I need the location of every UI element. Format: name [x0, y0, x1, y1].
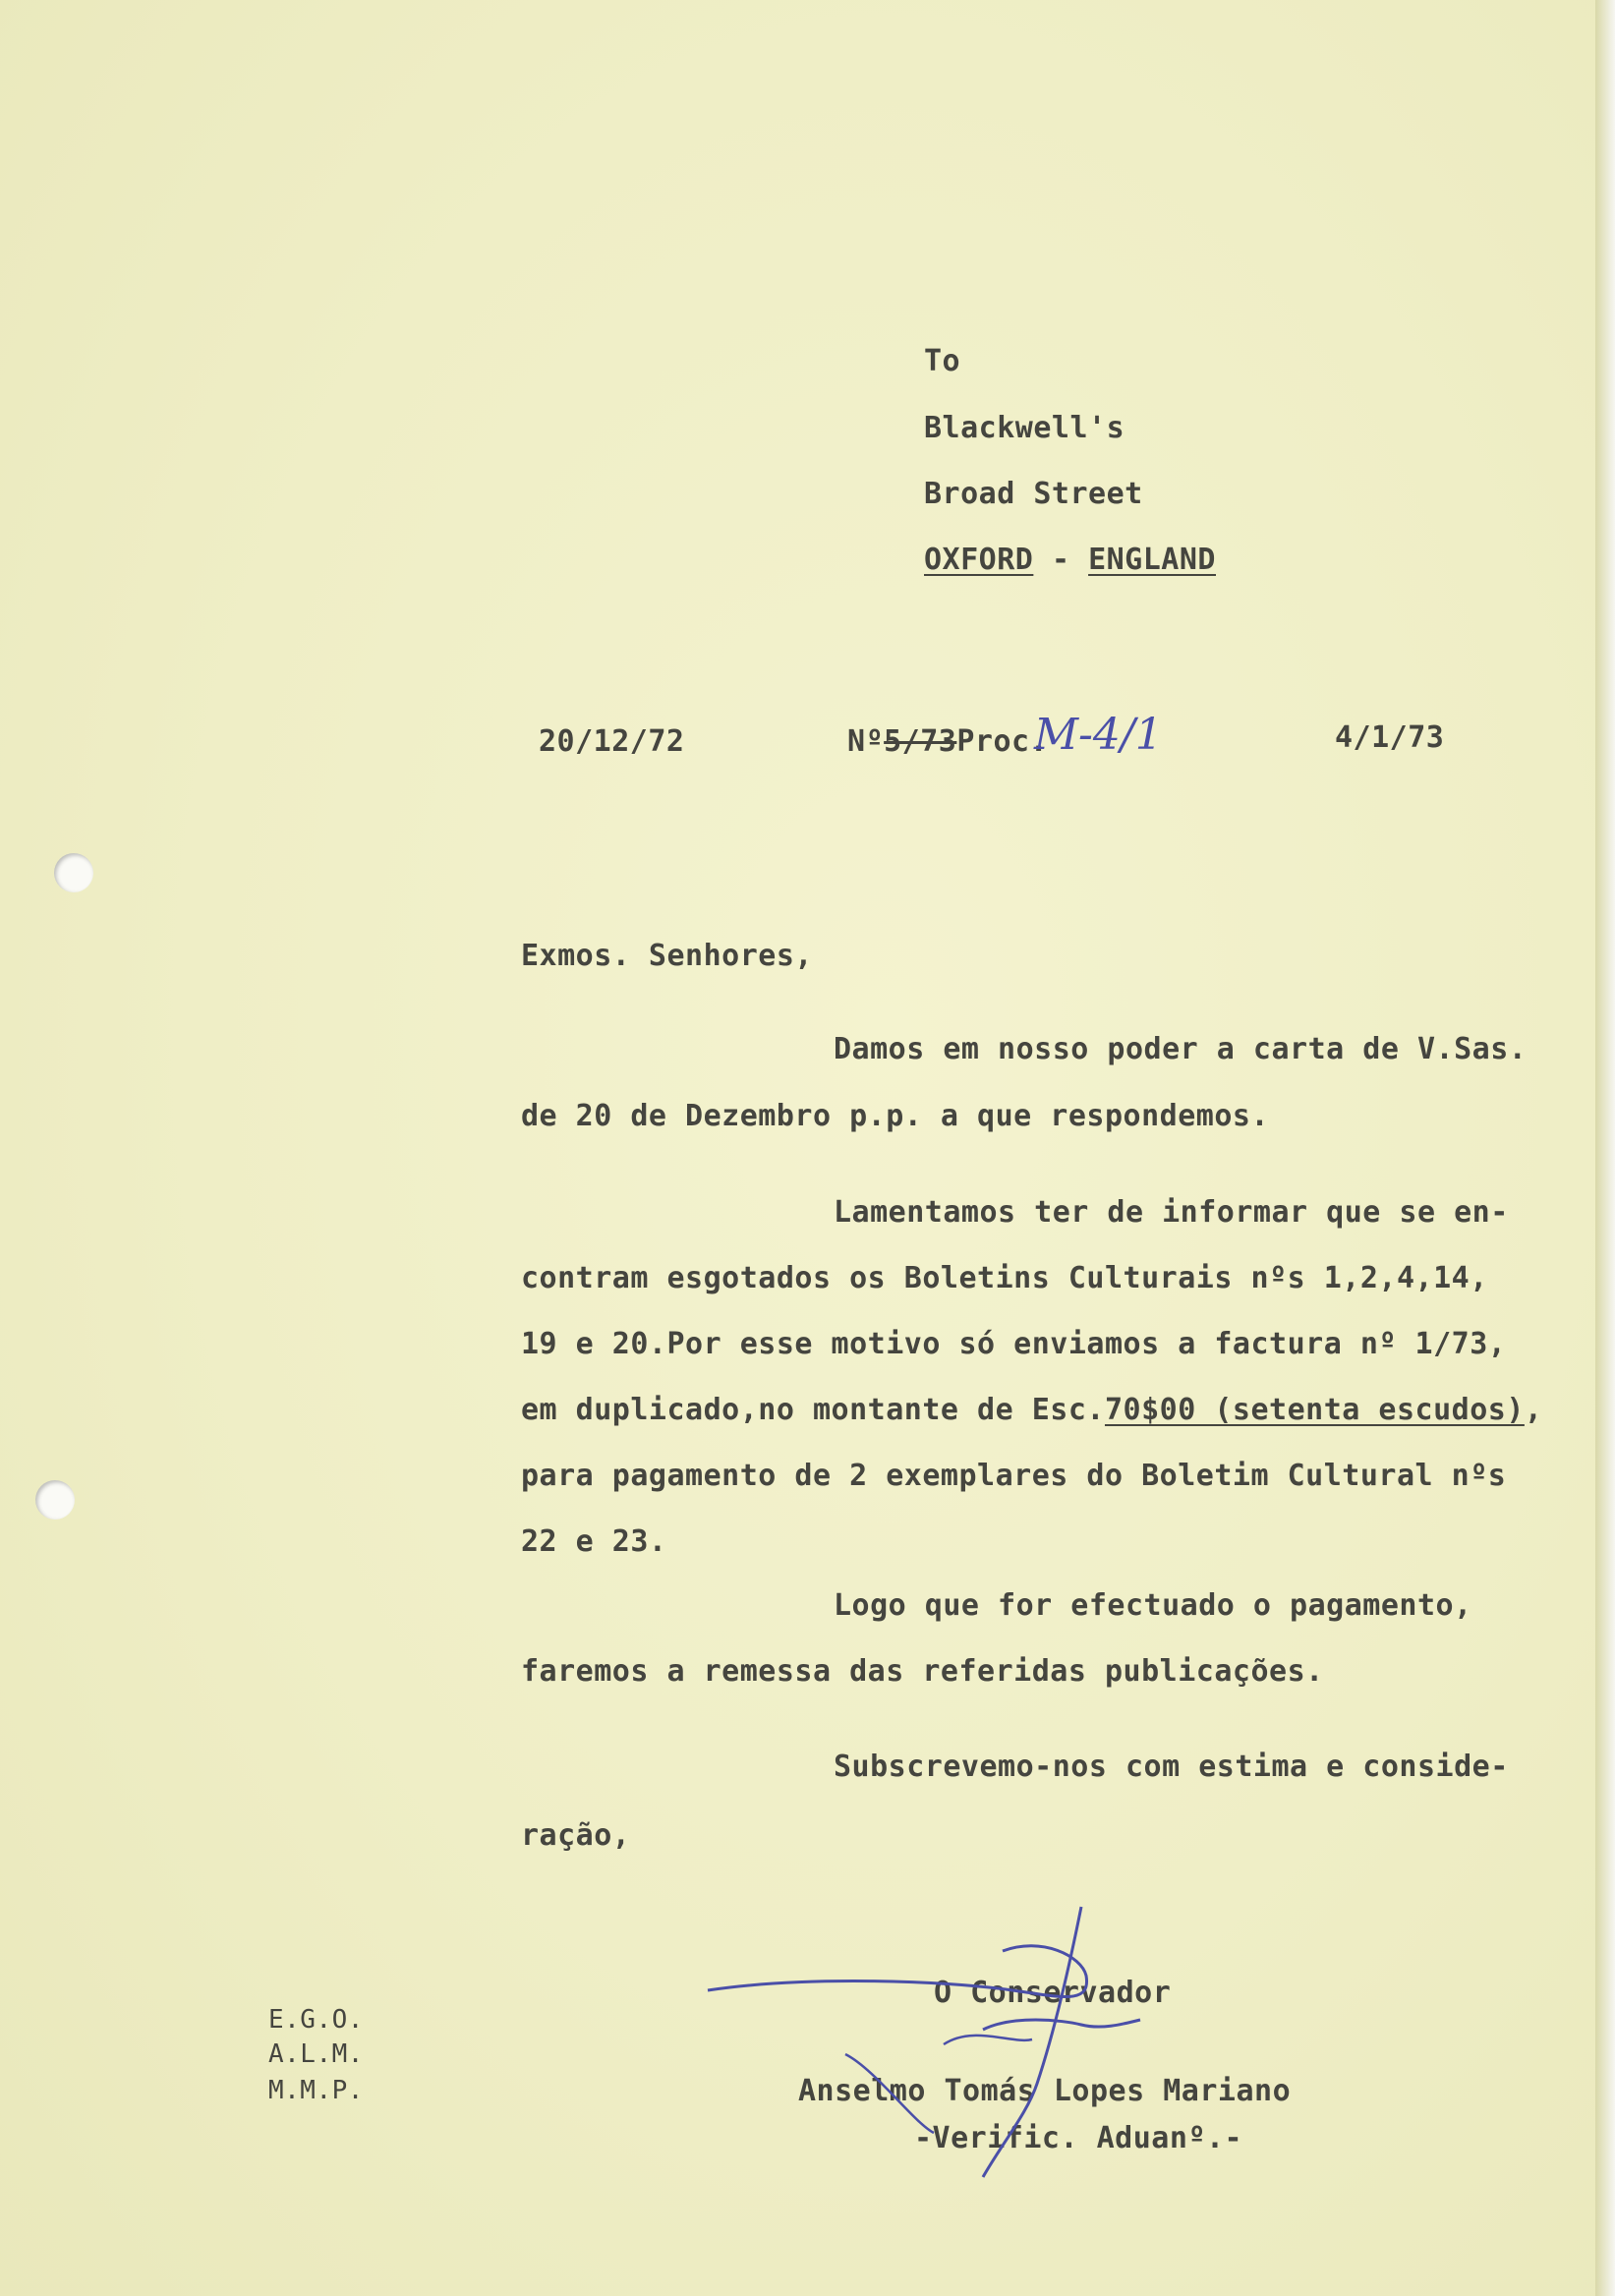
paragraph-2-line-6: 22 e 23. [521, 1524, 667, 1559]
paragraph-3-line-1: Logo que for efectuado o pagamento, [834, 1588, 1472, 1623]
initials-line-2: A.L.M. [268, 2039, 364, 2069]
closing-line-2: ração, [521, 1818, 631, 1853]
page-edge [1595, 0, 1615, 2296]
signature-title: O Conservador [934, 1976, 1172, 2010]
addressee-to: To [924, 344, 961, 378]
reference-number-line [847, 724, 1048, 759]
their-date: 20/12/72 [539, 724, 685, 759]
paragraph-3-line-2: faremos a remessa das referidas publicações. [521, 1654, 1324, 1689]
addressee-separator: - [1051, 543, 1070, 577]
initials-line-3: M.M.P. [268, 2076, 364, 2105]
signatory-role: -Verific. Aduanº.- [914, 2121, 1243, 2155]
closing-line-1: Subscrevemo-nos com estima e conside- [834, 1750, 1509, 1784]
addressee-country: ENGLAND [1088, 543, 1216, 577]
punch-hole-top [54, 853, 93, 892]
addressee-name: Blackwell's [924, 411, 1125, 445]
addressee-street: Broad Street [924, 477, 1143, 511]
our-date: 4/1/73 [1335, 720, 1445, 755]
paragraph-1-line-1: Damos em nosso poder a carta de V.Sas. [834, 1032, 1528, 1066]
paragraph-2-line-2: contram esgotados os Boletins Culturais nºs 1,2,4,14, [521, 1261, 1488, 1295]
punch-hole-bottom [35, 1480, 75, 1520]
amount-comma: , [1524, 1393, 1543, 1427]
paragraph-2-line-4 [521, 1393, 1542, 1427]
signatory-name: Anselmo Tomás Lopes Mariano [798, 2074, 1292, 2108]
initials-line-1: E.G.O. [268, 2005, 364, 2035]
paragraph-2-line-1: Lamentamos ter de informar que se en- [834, 1195, 1509, 1230]
proc-label: Proc. [956, 724, 1049, 759]
salutation: Exmos. Senhores, [521, 939, 813, 973]
number-typed: 5/73 [884, 724, 957, 759]
proc-handwritten-number: M-4/1 [1034, 710, 1163, 760]
amount-value: 70$00 (setenta escudos) [1104, 1393, 1525, 1427]
addressee-city: OXFORD [924, 543, 1034, 577]
paragraph-2-line-3: 19 e 20.Por esse motivo só enviamos a factura nº 1/73, [521, 1327, 1507, 1361]
number-prefix: Nº [847, 724, 885, 759]
addressee-city-line [924, 543, 1216, 577]
paragraph-2-line-5: para pagamento de 2 exemplares do Boletim Cultural nºs [521, 1459, 1507, 1493]
amount-prefix: em duplicado,no montante de Esc. [521, 1393, 1105, 1427]
paragraph-1-line-2: de 20 de Dezembro p.p. a que respondemos. [521, 1099, 1270, 1133]
handwritten-signature [688, 1897, 1239, 2192]
